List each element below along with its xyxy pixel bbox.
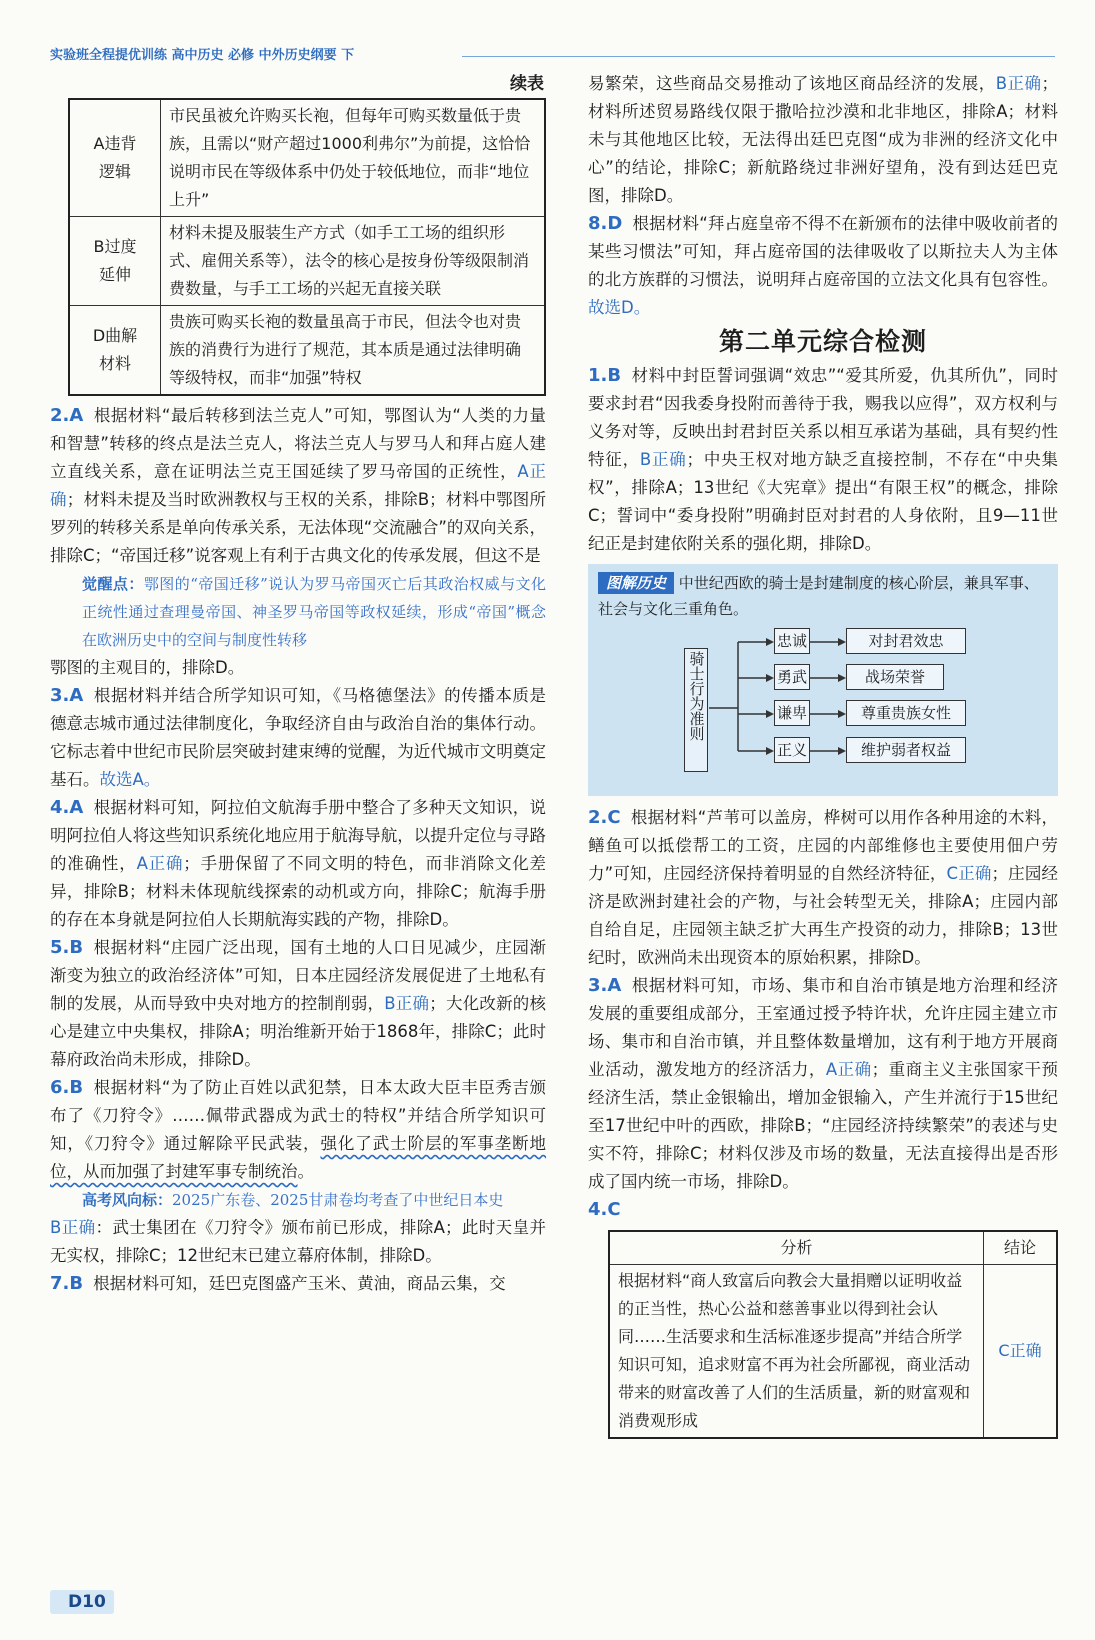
option-label: A违背 逻辑: [69, 99, 161, 217]
analysis-header: 分析: [609, 1231, 984, 1265]
exam-trend-title: 高考风向标：: [82, 1191, 173, 1209]
result-box: 对封君效忠: [846, 628, 966, 654]
answer-4: 4.A 根据材料可知，阿拉伯文航海手册中整合了多种天文知识，说明阿拉伯人将这些知识系统化地应用于航海导航，以提升定位与寻路的准确性，A正确；手册保留了不同文明的特色，而非消除文化差异，排除B；材料未体现航线探索的动机或方向，排除C；航海手册的存在本身就是阿拉伯人长期航海实践的产物，排除D。: [50, 797, 547, 929]
diagram-connectors: [588, 564, 1038, 780]
analysis-conclusion-table: [608, 1230, 1058, 1439]
running-header: 实验班全程提优训练 高中历史 必修 中外历史纲要 下: [50, 48, 355, 63]
right-column: [588, 70, 1058, 1439]
answer-7: 7.B 根据材料可知，廷巴克图盛产玉米、黄油，商品云集，交: [50, 1273, 506, 1294]
table-row: [609, 1265, 1057, 1439]
answer-7-cont: 易繁荣，这些商品交易推动了该地区商品经济的发展，B正确；材料所述贸易路线仅限于撒哈拉沙漠和北非地区，排除A；材料未与其他地区比较，无法得出廷巴克图“成为非洲的经济文化中心”的结论，排除C；新航路绕过非洲好望角，没有到达廷巴克图，排除D。: [588, 74, 1059, 205]
table-row: [69, 306, 545, 396]
option-label: B过度 延伸: [69, 217, 161, 306]
answer-6: 6.B 根据材料“为了防止百姓以武犯禁，日本太政大臣丰臣秀吉颁布了《刀狩令》……佩带武器成为武士的特权”并结合所学知识可知，《刀狩令》通过解除平民武装，强化了武士阶层的军事垄断地位，从而加强了封建军事专制统治。: [50, 1077, 547, 1181]
option-text: 材料未提及服装生产方式（如手工工场的组织形式、雇佣关系等），法令的核心是按身份等级限制消费数量，与手工工场的兴起无直接关联: [161, 217, 546, 306]
answer-8: 8.D 根据材料“拜占庭皇帝不得不在新颁布的法律中吸收前者的某些习惯法”可知，拜占庭帝国的法律吸收了以斯拉夫人为主体的北方族群的习惯法，说明拜占庭帝国的立法文化具有包容性。故选D。: [588, 213, 1058, 317]
answer-5: 5.B 根据材料“庄园广泛出现，国有土地的人口日见减少，庄园渐渐变为独立的政治经济体”可知，日本庄园经济发展促进了土地私有制的发展，从而导致中央对地方的控制削弱，B正确；大化改新的核心是建立中央集权，排除A；明治维新开始于1868年，排除C；此时幕府政治尚未形成，排除D。: [50, 937, 547, 1069]
result-box: 维护弱者权益: [846, 737, 966, 763]
insight-note: 觉醒点：鄂图的“帝国迁移”说认为罗马帝国灭亡后其政治权威与文化正统性通过查理曼帝国、神圣罗马帝国等政权延续，形成“帝国”概念在欧洲历史中的空间与制度性转移: [82, 575, 546, 649]
unit-title: 第二单元综合检测: [718, 327, 927, 356]
diagram-tag: 图解历史: [598, 572, 674, 594]
unit-answer-3: 3.A 根据材料可知，市场、集市和自治市镇是地方治理和经济发展的重要组成部分，王室通过授予特许状，允许庄园主建立市场、集市和自治市镇，并且整体数量增加，这有利于地方开展商业活动，激发地方的经济活力，A正确；重商主义主张国家干预经济生活，禁止金银输出，增加金银输入，产生并流行于15世纪至17世纪中叶的西欧，排除B；“庄园经济持续繁荣”的表述与史实不符，排除C；材料仅涉及市场的数量，无法直接得出是否形成了国内统一市场，排除D。: [588, 975, 1059, 1191]
left-column: [50, 70, 546, 1298]
unit-answer-2: 2.C 根据材料“芦苇可以盖房，桦树可以用作各种用途的木料，鳝鱼可以抵偿帮工的工资，庄园的内部维修也主要使用佃户劳力”可知，庄园经济保持着明显的自然经济特征，C正确；庄园经济是欧洲封建社会的产物，与社会转型无关，排除A；庄园内部自给自足，庄园领主缺乏扩大再生产投资的动力，排除B；13世纪时，欧洲尚未出现资本的原始积累，排除D。: [588, 807, 1058, 967]
answer-2: 2.A 根据材料“最后转移到法兰克人”可知，鄂图认为“人类的力量和智慧”转移的终点是法兰克人，将法兰克人与罗马人和拜占庭人建立直线关系，意在证明法兰克王国延续了罗马帝国的正统性，A正确；材料未提及当时欧洲教权与王权的关系，排除B；材料中鄂图所罗列的转移关系是单向传承关系，无法体现“交流融合”的双向关系，排除C；“帝国迁移”说客观上有利于古典文化的传承发展，但这不是: [50, 405, 547, 565]
virtue-box: 谦卑: [774, 700, 810, 726]
page-number: D10: [50, 1590, 114, 1614]
answer-2-end: 鄂图的主观目的，排除D。: [50, 658, 245, 677]
option-label: D曲解 材料: [69, 306, 161, 396]
result-box: 战场荣誉: [846, 664, 944, 690]
result-box: 尊重贵族女性: [846, 700, 966, 726]
table-row: [69, 99, 545, 217]
knight-code-diagram: [588, 564, 1058, 796]
conclusion-cell: C正确: [984, 1265, 1058, 1439]
virtue-box: 正义: [774, 737, 810, 763]
option-text: 市民虽被允许购买长袍，但每年可购买数量低于贵族，且需以“财产超过1000利弗尔”为前提，这恰恰说明市民在等级体系中仍处于较低地位，而非“地位上升”: [161, 99, 546, 217]
analysis-cell: 根据材料“商人致富后向教会大量捐赠以证明收益的正当性，热心公益和慈善事业以得到社会认同……生活要求和生活标准逐步提高”并结合所学知识可知，追求财富不再为社会所鄙视，商业活动带来的财富改善了人们的生活质量，新的财富观和消费观形成: [609, 1265, 984, 1439]
answer-number: 2.A: [50, 405, 84, 426]
unit-answer-1: 1.B 材料中封臣誓词强调“效忠”“爱其所爱，仇其所仇”，同时要求封君“因我委身投附而善待于我，赐我以应得”，双方权利与义务对等，反映出封君封臣关系以相互承诺为基础，具有契约性特征，B正确；中央王权对地方缺乏直接控制，不存在“中央集权”，排除A；13世纪《大宪章》提出“有限王权”的概念，排除C；誓词中“委身投附”明确封臣对封君的人身依附，且9—11世纪正是封建依附关系的强化期，排除D。: [588, 365, 1058, 553]
exam-trend-note: 高考风向标：2025广东卷、2025甘肃卷均考查了中世纪日本史: [82, 1191, 504, 1209]
unit-answer-4: 4.C: [588, 1199, 621, 1220]
diagram-caption: 图解历史 中世纪西欧的骑士是封建制度的核心阶层，兼具军事、社会与文化三重角色。: [598, 574, 1039, 618]
option-analysis-table: [68, 98, 546, 396]
conclusion-header: 结论: [984, 1231, 1058, 1265]
virtue-box: 勇武: [774, 664, 810, 690]
table-row: [69, 217, 545, 306]
answer-3: 3.A 根据材料并结合所学知识可知，《马格德堡法》的传播本质是德意志城市通过法律制度化，争取经济自由与政治自治的集体行动。它标志着中世纪市民阶层突破封建束缚的觉醒，为近代城市文明奠定基石。故选A。: [50, 685, 546, 789]
continued-table-label: 续表: [510, 74, 544, 94]
header-rule: [462, 56, 1055, 57]
option-text: 贵族可购买长袍的数量虽高于市民，但法令也对贵族的消费行为进行了规范，其本质是通过法律明确等级特权，而非“加强”特权: [161, 306, 546, 396]
insight-title: 觉醒点：: [82, 575, 144, 593]
virtue-box: 忠诚: [774, 628, 810, 654]
answer-6-cont: B正确：武士集团在《刀狩令》颁布前已形成，排除A；此时天皇并无实权，排除C；12世纪末已建立幕府体制，排除D。: [50, 1218, 546, 1265]
knight-code-root: 骑士行为准则: [684, 648, 708, 772]
table-header-row: [609, 1231, 1057, 1265]
